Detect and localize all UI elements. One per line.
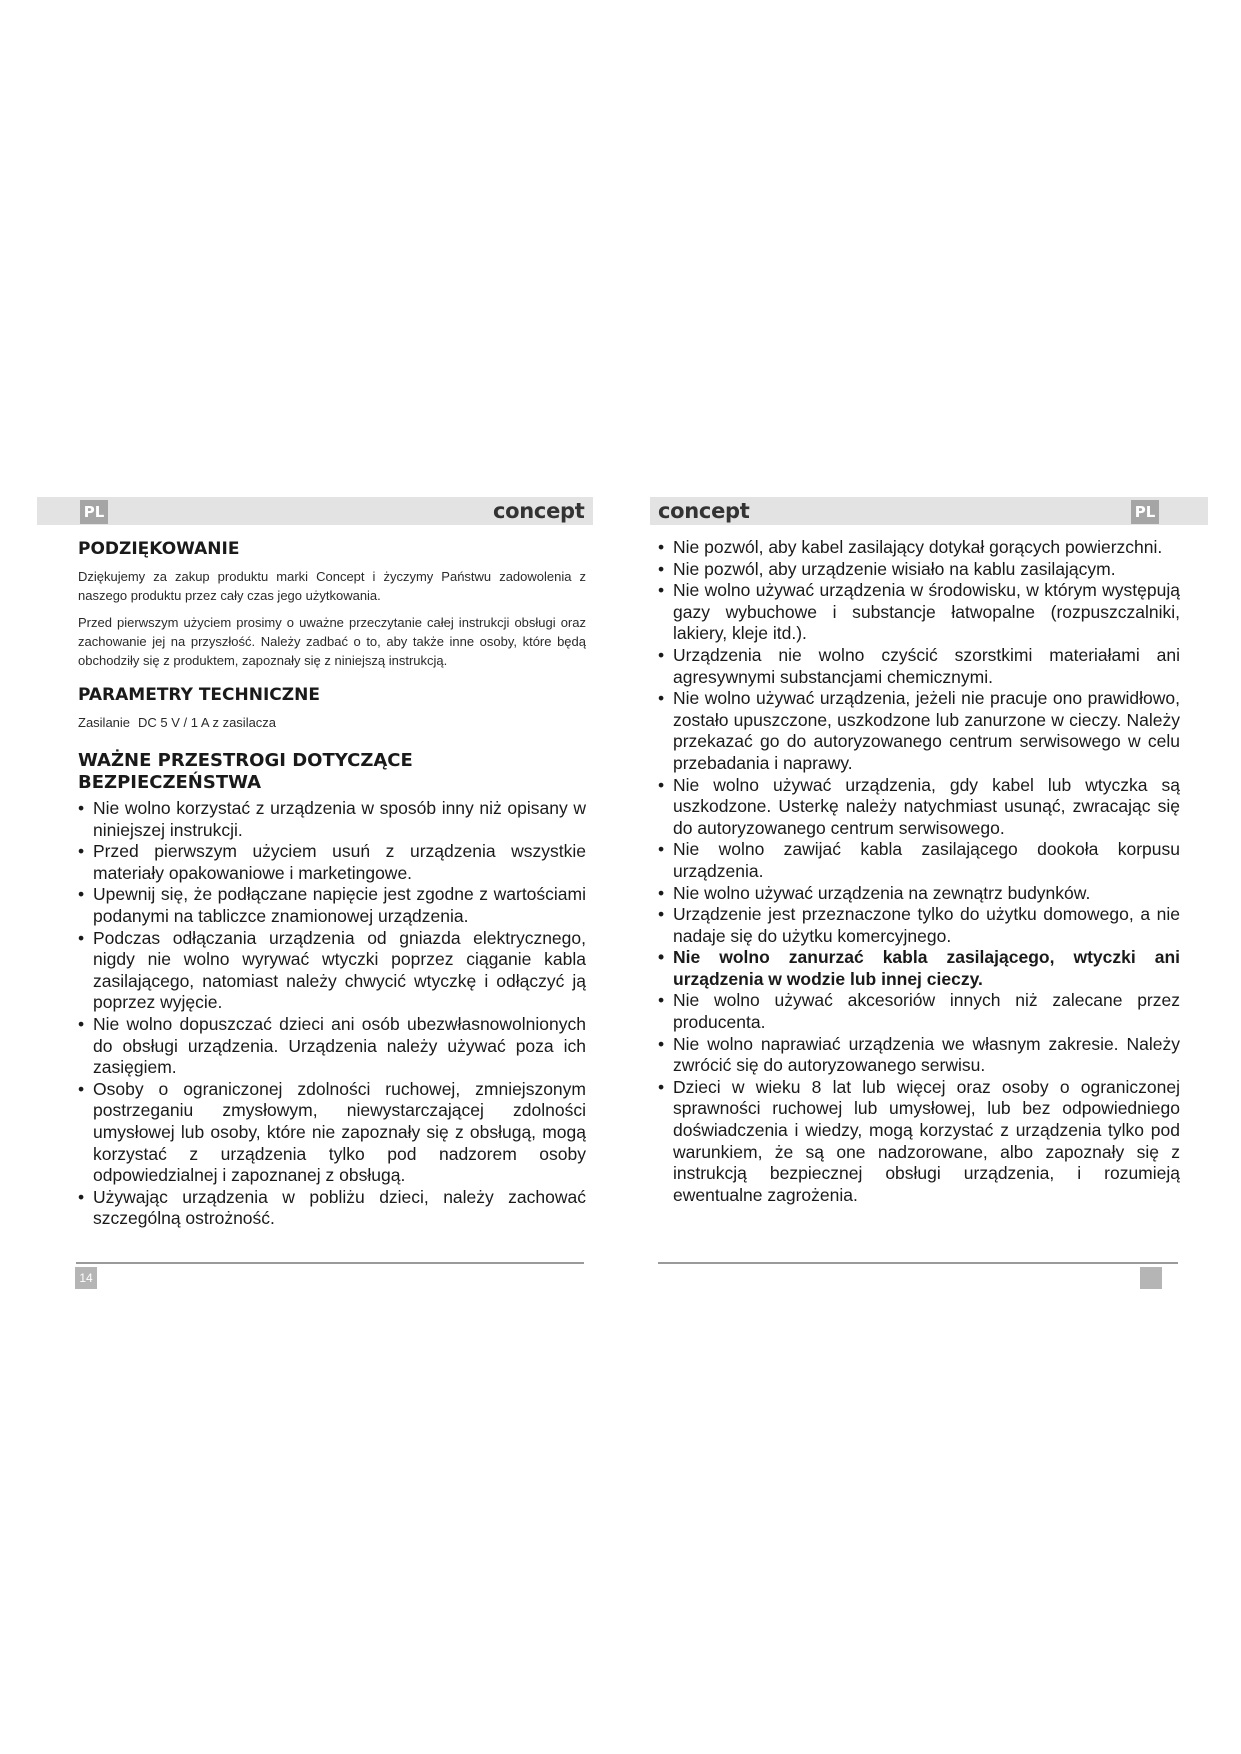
bullet-icon: • bbox=[78, 1013, 85, 1034]
list-item: • Urządzenie jest przeznaczone tylko do użytku domowego, a nie nadaje się do użytku komercyjnego. bbox=[658, 904, 1180, 946]
power-supply-parameter bbox=[78, 714, 586, 732]
list-item: • Nie wolno naprawiać urządzenia we własnym zakresie. Należy zwrócić się do autoryzowanego serwisu. bbox=[658, 1033, 1180, 1076]
right-page bbox=[658, 537, 1180, 1206]
list-item: • Nie pozwól, aby urządzenie wisiało na kablu zasilającym. bbox=[658, 558, 1116, 579]
bullet-icon: • bbox=[658, 947, 665, 968]
bullet-icon: • bbox=[658, 990, 665, 1011]
power-supply-label: Zasilanie bbox=[78, 715, 131, 730]
technical-parameters-heading: PARAMETRY TECHNICZNE bbox=[78, 685, 320, 705]
bullet-icon: • bbox=[658, 774, 665, 795]
list-item: • Używając urządzenia w pobliżu dzieci, należy zachować szczególną ostrożność. bbox=[78, 1186, 586, 1229]
bullet-icon: • bbox=[78, 841, 85, 862]
language-badge-right: PL bbox=[1131, 500, 1159, 524]
bullet-icon: • bbox=[78, 798, 85, 818]
bullet-icon: • bbox=[658, 904, 665, 925]
bullet-icon: • bbox=[658, 644, 665, 665]
right-footer-rule bbox=[658, 1262, 1178, 1264]
safety-list-left bbox=[78, 798, 586, 1230]
list-item: • Nie wolno używać urządzenia w środowisku, w którym występują gazy wybuchowe i substancje łatwopalne (rozpuszczalniki, lakiery, kleje itd.). bbox=[658, 580, 1180, 644]
list-item: • Podczas odłączania urządzenia od gniazda elektrycznego, nigdy nie wolno wyrywać wtyczki poprzez ciąganie kabla zasilającego, natomiast należy chwycić wtyczkę i odłączyć ją poprzez wyjęcie. bbox=[78, 927, 586, 1013]
bullet-icon: • bbox=[658, 537, 665, 557]
thanks-heading: PODZIĘKOWANIE bbox=[78, 539, 240, 559]
first-use-paragraph: Przed pierwszym użyciem prosimy o uważne przeczytanie całej instrukcji obsługi oraz zachowanie jej na przyszłość. Należy zadbać o to, aby także inne osoby, które będą obchodziły się z produktem, zapoznały się z niniejszą instrukcją. bbox=[78, 615, 586, 668]
bullet-icon: • bbox=[78, 927, 85, 948]
list-item: • Osoby o ograniczonej zdolności ruchowej, zmniejszonym postrzeganiu zmysłowym, niewystarczającej zdolności umysłowej lub osoby, które nie zapoznały się z obsługą, mogą korzystać z urządzenia tylko pod nadzorem osoby odpowiedzialnej i zapoznanej z obsługą. bbox=[78, 1078, 586, 1186]
bullet-icon: • bbox=[78, 1186, 85, 1207]
bullet-icon: • bbox=[658, 1033, 665, 1054]
safety-heading: WAŻNE PRZESTROGI DOTYCZĄCE BEZPIECZEŃSTWA bbox=[78, 750, 413, 793]
list-item: • Upewnij się, że podłączane napięcie jest zgodne z wartościami podanymi na tabliczce znamionowej urządzenia. bbox=[78, 884, 586, 926]
bullet-icon: • bbox=[658, 580, 665, 601]
bullet-icon: • bbox=[658, 558, 665, 579]
bullet-icon: • bbox=[78, 884, 85, 905]
list-item: • Urządzenia nie wolno czyścić szorstkimi materiałami ani agresywnymi substancjami chemicznymi. bbox=[658, 644, 1180, 687]
list-item: • Nie wolno używać akcesoriów innych niż zalecane przez producenta. bbox=[658, 990, 1180, 1033]
bullet-icon: • bbox=[658, 839, 665, 860]
power-supply-value: DC 5 V / 1 A z zasilacza bbox=[138, 715, 277, 730]
list-item-warning: • Nie wolno zanurzać kabla zasilającego, wtyczki ani urządzenia w wodzie lub innej cieczy. bbox=[658, 947, 1180, 989]
brand-logo-left: concept bbox=[493, 499, 585, 523]
list-item: • Nie wolno używać urządzenia, gdy kabel lub wtyczka są uszkodzone. Usterkę należy natychmiast usunąć, zwracając się do autoryzowanego centrum serwisowego. bbox=[658, 774, 1180, 838]
bullet-icon: • bbox=[658, 882, 665, 903]
list-item: • Nie pozwól, aby kabel zasilający dotykał gorących powierzchni. bbox=[658, 537, 1163, 557]
list-item: • Nie wolno zawijać kabla zasilającego dookoła korpusu urządzenia. bbox=[658, 839, 1180, 881]
brand-logo-right: concept bbox=[658, 499, 750, 523]
list-item: • Przed pierwszym użyciem usuń z urządzenia wszystkie materiały opakowaniowe i marketingowe. bbox=[78, 841, 586, 883]
bullet-icon: • bbox=[78, 1078, 85, 1099]
list-item: • Nie wolno dopuszczać dzieci ani osób ubezwłasnowolnionych do obsługi urządzenia. Urządzenia należy używać poza ich zasięgiem. bbox=[78, 1013, 586, 1078]
list-item: • Dzieci w wieku 8 lat lub więcej oraz osoby o ograniczonej sprawności ruchowej lub umysłowej, lub bez odpowiedniego doświadczenia i wiedzy, mogą korzystać z urządzenia tylko pod warunkiem, że są one nadzorowane, albo zapoznały się z instrukcją bezpiecznej obsługi urządzenia, i rozumieją ewentualne zagrożenia. bbox=[658, 1076, 1180, 1205]
list-item: • Nie wolno używać urządzenia, jeżeli nie pracuje ono prawidłowo, zostało upuszczone, uszkodzone lub zanurzone w cieczy. Należy przekazać go do autoryzowanego centrum serwisowego w celu przebadania i naprawy. bbox=[658, 688, 1180, 773]
thanks-paragraph: Dziękujemy za zakup produktu marki Concept i życzymy Państwu zadowolenia z naszego produktu przez cały czas jego użytkowania. bbox=[78, 569, 586, 603]
list-item: • Nie wolno używać urządzenia na zewnątrz budynków. bbox=[658, 882, 1091, 903]
bullet-icon: • bbox=[658, 1076, 665, 1097]
page-number-marker-right bbox=[1140, 1267, 1162, 1289]
left-page bbox=[78, 538, 586, 1230]
bullet-icon: • bbox=[658, 688, 665, 709]
safety-list-right bbox=[658, 537, 1180, 1206]
language-badge-left: PL bbox=[80, 500, 108, 524]
page-number: 14 bbox=[75, 1267, 97, 1289]
list-item: • Nie wolno korzystać z urządzenia w sposób inny niż opisany w niniejszej instrukcji. bbox=[78, 798, 586, 840]
left-footer-rule bbox=[76, 1262, 584, 1264]
